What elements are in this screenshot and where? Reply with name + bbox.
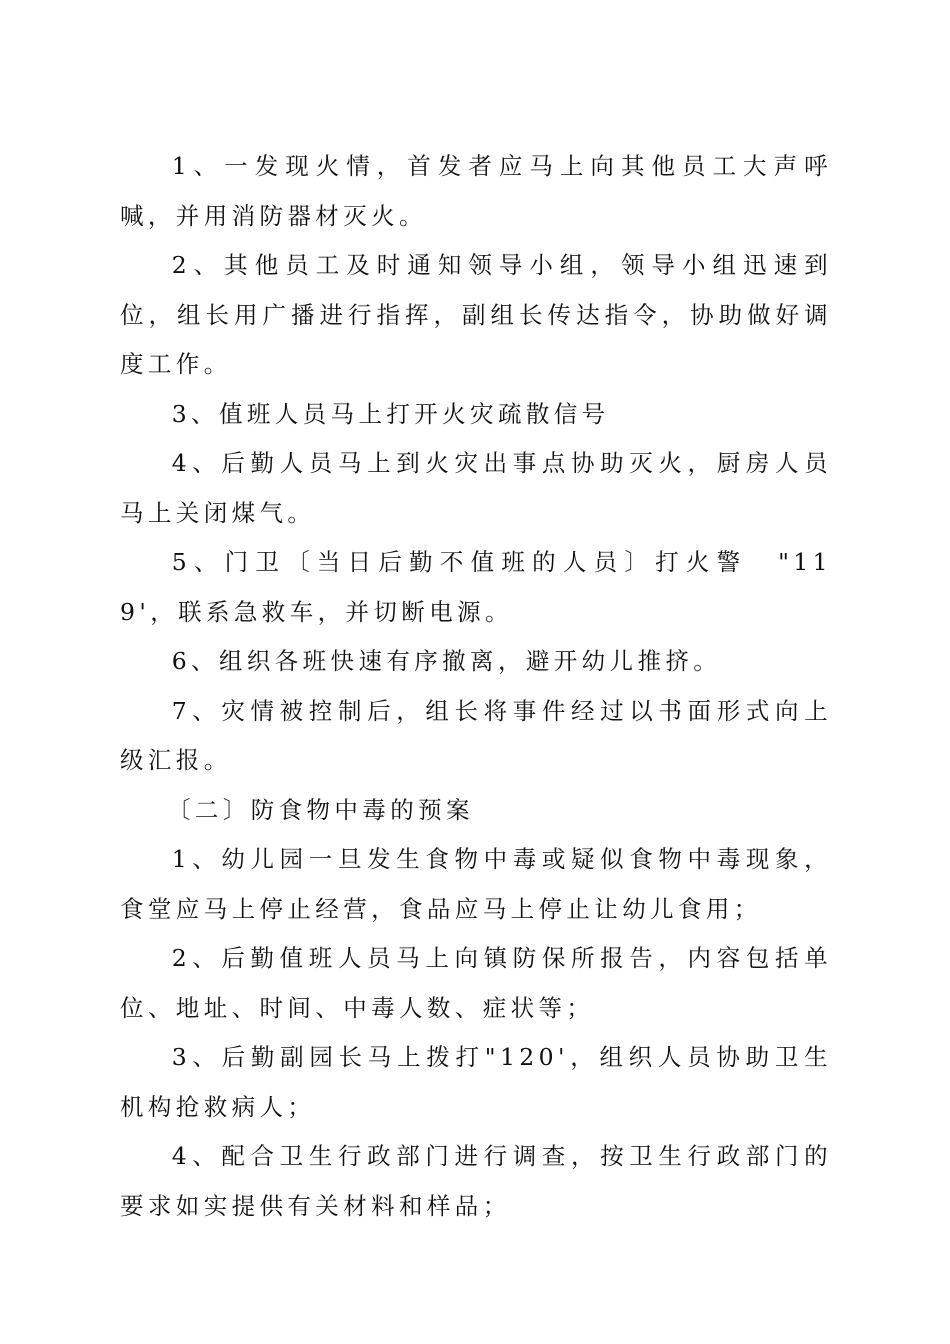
paragraph-fire-2: 2、其他员工及时通知领导小组，领导小组迅速到位，组长用广播进行指挥，副组长传达指令，协助做好调度工作。 [120, 251, 832, 378]
paragraph-food-4: 4、配合卫生行政部门进行调查，按卫生行政部门的要求如实提供有关材料和样品； [120, 1142, 832, 1220]
paragraph-fire-6: 6、组织各班快速有序撤离，避开幼儿推挤。 [171, 647, 722, 675]
paragraph-food-2: 2、后勤值班人员马上向镇防保所报告，内容包括单位、地址、时间、中毒人数、症状等； [120, 944, 832, 1022]
paragraph-fire-4: 4、后勤人员马上到火灾出事点协助灭火，厨房人员马上关闭煤气。 [120, 449, 832, 527]
paragraph-fire-5: 5、门卫〔当日后勤不值班的人员〕打火警 "119'，联系急救车，并切断电源。 [120, 548, 832, 626]
paragraph-food-1: 1、幼儿园一旦发生食物中毒或疑似食物中毒现象，食堂应马上停止经营，食品应马上停止让幼儿食用； [120, 845, 832, 923]
paragraph-fire-7: 7、灾情被控制后，组长将事件经过以书面形式向上级汇报。 [120, 696, 832, 774]
paragraph-fire-1: 1、一发现火情，首发者应马上向其他员工大声呼喊，并用消防器材灭火。 [120, 152, 832, 230]
paragraph-fire-3: 3、值班人员马上打开火灾疏散信号 [171, 399, 610, 428]
document-body [120, 142, 832, 1231]
paragraph-food-3: 3、后勤副园长马上拨打"120'，组织人员协助卫生机构抢救病人； [120, 1043, 832, 1121]
section-heading-food-poisoning: 〔二〕防食物中毒的预案 [167, 795, 474, 824]
